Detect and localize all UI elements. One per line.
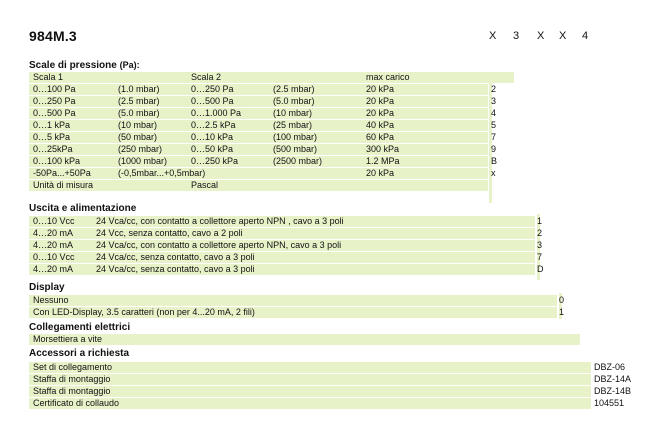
pressure-range-1: 0…500 Pa <box>33 108 76 118</box>
pressure-range-1: -50Pa...+50Pa <box>33 168 91 178</box>
pressure-range-2-mbar: (500 mbar) <box>273 144 318 154</box>
section-heading-unit: (Pa): <box>119 60 140 70</box>
unit-of-measure-value: Pascal <box>191 180 219 190</box>
pressure-range-1-mbar: (2.5 mbar) <box>118 96 160 106</box>
output-signal: 4…20 mA <box>33 240 74 250</box>
section-heading-output: Uscita e alimentazione <box>29 203 137 214</box>
pressure-range-2: 0…250 Pa <box>191 84 234 94</box>
column-header-scala-2: Scala 2 <box>191 72 222 82</box>
section-heading-display: Display <box>29 282 65 293</box>
output-description: 24 Vca/cc, con contatto a collettore aperto NPN , cavo a 3 poli <box>96 216 344 226</box>
display-row-band <box>29 295 557 306</box>
accessory-name: Staffa di montaggio <box>33 374 111 384</box>
accessory-row-band <box>29 362 591 373</box>
column-header-max-load: max carico <box>366 72 410 82</box>
section-heading-accessories: Accessori a richiesta <box>29 348 130 359</box>
pressure-range-1-mbar: (50 mbar) <box>118 132 158 142</box>
order-code-letter: 4 <box>582 30 589 42</box>
page-title: 984M.3 <box>29 28 77 44</box>
pressure-max-load: 20 kPa <box>366 168 395 178</box>
pressure-max-load: 60 kPa <box>366 132 395 142</box>
accessory-name: Set di collegamento <box>33 362 113 372</box>
pressure-range-1-mbar: (10 mbar) <box>118 120 158 130</box>
pressure-row-band <box>29 168 488 179</box>
section-heading-pressure <box>29 60 140 71</box>
pressure-max-load: 20 kPa <box>366 96 395 106</box>
pressure-max-load: 1.2 MPa <box>366 156 400 166</box>
pressure-range-1: 0…100 Pa <box>33 84 76 94</box>
section-heading-connections: Collegamenti elettrici <box>29 322 131 333</box>
order-code-letter: X <box>489 30 497 42</box>
output-signal: 0…10 Vcc <box>33 216 75 226</box>
pressure-range-2-mbar: (5.0 mbar) <box>273 96 315 106</box>
pressure-row-band <box>29 108 488 119</box>
output-description: 24 Vca/cc, senza contatto, cavo a 3 poli <box>96 264 255 274</box>
pressure-range-1-mbar: (-0,5mbar...+0,5mbar) <box>118 168 206 178</box>
output-code: 1 <box>537 216 543 226</box>
connection-row-band <box>29 334 580 345</box>
pressure-range-2-mbar: (2.5 mbar) <box>273 84 315 94</box>
accessory-name: Staffa di montaggio <box>33 386 111 396</box>
pressure-code: 5 <box>491 120 497 130</box>
accessory-code: DBZ-14A <box>594 374 632 384</box>
pressure-range-2: 0…500 Pa <box>191 96 234 106</box>
order-code-letter: 3 <box>513 30 520 42</box>
display-option: Con LED-Display, 3.5 caratteri (non per 4...20 mA, 2 fili) <box>33 307 255 317</box>
accessory-name: Certificato di collaudo <box>33 398 120 408</box>
pressure-range-2: 0…50 kPa <box>191 144 234 154</box>
order-code-letter: X <box>537 30 545 42</box>
pressure-range-1-mbar: (250 mbar) <box>118 144 163 154</box>
pressure-range-2: 0…10 kPa <box>191 132 234 142</box>
pressure-row-band <box>29 132 488 143</box>
pressure-range-2-mbar: (2500 mbar) <box>273 156 323 166</box>
pressure-row-band <box>29 180 488 191</box>
output-code: 7 <box>537 252 543 262</box>
pressure-range-1-mbar: (1.0 mbar) <box>118 84 160 94</box>
pressure-max-load: 40 kPa <box>366 120 395 130</box>
pressure-range-1-mbar: (5.0 mbar) <box>118 108 160 118</box>
header-band <box>29 72 514 83</box>
display-code: 1 <box>559 307 565 317</box>
order-code-letter: X <box>559 30 567 42</box>
display-option: Nessuno <box>33 295 69 305</box>
pressure-max-load: 20 kPa <box>366 108 395 118</box>
pressure-range-2: 0…250 kPa <box>191 156 239 166</box>
pressure-range-2-mbar: (25 mbar) <box>273 120 313 130</box>
accessory-code: DBZ-14B <box>594 386 632 396</box>
pressure-range-2: 0…1.000 Pa <box>191 108 242 118</box>
pressure-max-load: 300 kPa <box>366 144 400 154</box>
pressure-code: 2 <box>491 84 497 94</box>
accessory-row-band <box>29 386 591 397</box>
display-code: 0 <box>559 295 565 305</box>
pressure-row-band <box>29 144 488 155</box>
output-signal: 0…10 Vcc <box>33 252 75 262</box>
output-code: 3 <box>537 240 543 250</box>
pressure-range-2: 0…2.5 kPa <box>191 120 236 130</box>
pressure-code: x <box>491 168 496 178</box>
pressure-range-1: 0…250 Pa <box>33 96 76 106</box>
pressure-range-2-mbar: (10 mbar) <box>273 108 313 118</box>
pressure-row-band <box>29 84 488 95</box>
output-code: 2 <box>537 228 543 238</box>
output-description: 24 Vca/cc, senza contatto, cavo a 3 poli <box>96 252 255 262</box>
pressure-range-1-mbar: (1000 mbar) <box>118 156 168 166</box>
pressure-code: B <box>491 156 498 166</box>
section-heading-label: Scale di pressione <box>29 60 117 71</box>
pressure-range-1: 0…100 kPa <box>33 156 81 166</box>
unit-of-measure-label: Unità di misura <box>33 180 94 190</box>
accessory-row-band <box>29 374 591 385</box>
output-description: 24 Vca/cc, con contatto a collettore aperto NPN, cavo a 3 poli <box>96 240 342 250</box>
pressure-code: 3 <box>491 96 497 106</box>
pressure-row-band <box>29 156 488 167</box>
pressure-range-1: 0…25kPa <box>33 144 73 154</box>
pressure-row-band <box>29 120 488 131</box>
output-code: D <box>537 264 544 274</box>
pressure-max-load: 20 kPa <box>366 84 395 94</box>
accessory-code: DBZ-06 <box>594 362 626 372</box>
pressure-code: 9 <box>491 144 497 154</box>
accessory-code: 104551 <box>594 398 625 408</box>
connection-option: Morsettiera a vite <box>33 334 103 344</box>
pressure-code: 7 <box>491 132 497 142</box>
pressure-range-1: 0…1 kPa <box>33 120 71 130</box>
pressure-range-1: 0…5 kPa <box>33 132 71 142</box>
output-signal: 4…20 mA <box>33 228 74 238</box>
pressure-code: 4 <box>491 108 497 118</box>
output-description: 24 Vcc, senza contatto, cavo a 2 poli <box>96 228 243 238</box>
column-header-scala-1: Scala 1 <box>33 72 64 82</box>
output-signal: 4…20 mA <box>33 264 74 274</box>
pressure-range-2-mbar: (100 mbar) <box>273 132 318 142</box>
pressure-row-band <box>29 96 488 107</box>
